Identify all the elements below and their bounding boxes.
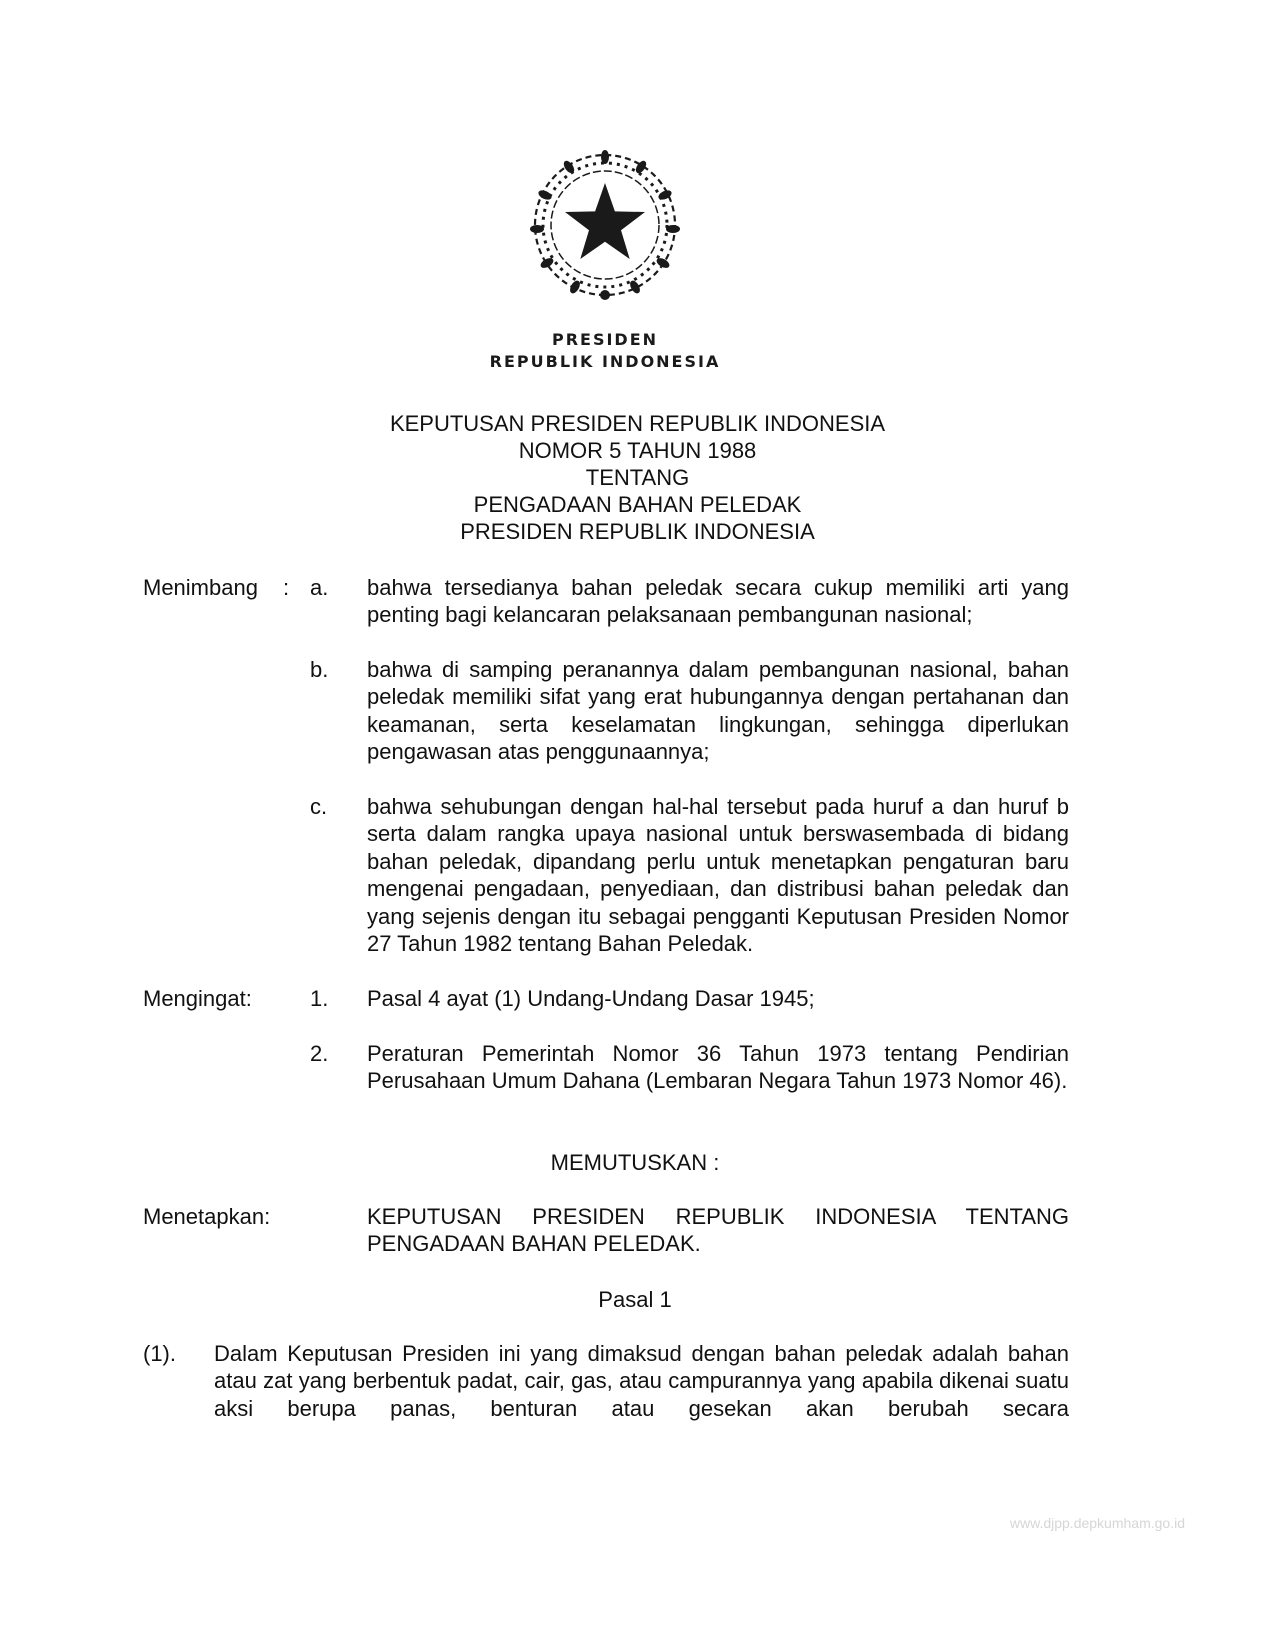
- mengingat-item-2: Peraturan Pemerintah Nomor 36 Tahun 1973 tentang Pendirian Perusahaan Umum Dahana (Lembaran Negara Tahun 1973 Nomor 46).: [367, 1041, 1069, 1094]
- decree-heading: [150, 410, 1125, 545]
- memutuskan-heading: MEMUTUSKAN :: [550, 1150, 720, 1175]
- heading-line-4: PENGADAAN BAHAN PELEDAK: [473, 492, 802, 517]
- mengingat-item-1: Pasal 4 ayat (1) Undang-Undang Dasar 1945;: [367, 986, 815, 1011]
- menimbang-label: Menimbang: [143, 575, 258, 600]
- emblem-title-presiden: PRESIDEN: [551, 330, 659, 349]
- mengingat-marker-1: 1.: [310, 986, 329, 1011]
- heading-line-3: TENTANG: [585, 465, 690, 490]
- heading-line-1: KEPUTUSAN PRESIDEN REPUBLIK INDONESIA: [389, 411, 886, 436]
- pasal-1-title: Pasal 1: [598, 1287, 672, 1312]
- menimbang-item-c: bahwa sehubungan dengan hal-hal tersebut pada huruf a dan huruf b serta dalam rangka upaya nasional untuk berswasembada di bidang bahan peledak, dipandang perlu untuk menetapkan pengaturan baru mengenai pengadaan, penyediaan, dan distribusi bahan peledak dan yang sejenis dengan itu sebagai pengganti Keputusan Presiden Nomor 27 Tahun 1982 tentang Bahan Peledak.: [367, 794, 1069, 957]
- presidential-seal-emblem: [525, 145, 685, 305]
- menimbang-marker-b: b.: [310, 657, 329, 682]
- emblem-title-republik: REPUBLIK INDONESIA: [489, 352, 721, 371]
- pasal-1-marker: (1).: [143, 1341, 176, 1366]
- pasal-1-paragraph-1: Dalam Keputusan Presiden ini yang dimaksud dengan bahan peledak adalah bahan atau zat yang berbentuk padat, cair, gas, atau campurannya yang apabila dikenai suatu aksi berupa panas, benturan atau gesekan akan berubah secara: [214, 1341, 1069, 1421]
- mengingat-label: Mengingat:: [143, 986, 252, 1011]
- menetapkan-label: Menetapkan:: [143, 1204, 271, 1229]
- heading-line-5: PRESIDEN REPUBLIK INDONESIA: [460, 519, 815, 544]
- menetapkan-text: KEPUTUSAN PRESIDEN REPUBLIK INDONESIA TENTANG PENGADAAN BAHAN PELEDAK.: [367, 1204, 1069, 1257]
- heading-line-2: NOMOR 5 TAHUN 1988: [518, 438, 757, 463]
- menimbang-marker-a: a.: [310, 575, 329, 600]
- menimbang-colon: :: [283, 575, 290, 600]
- mengingat-marker-2: 2.: [310, 1041, 329, 1066]
- menimbang-marker-c: c.: [310, 794, 328, 819]
- menimbang-item-a: bahwa tersedianya bahan peledak secara cukup memiliki arti yang penting bagi kelancaran pelaksanaan pembangunan nasional;: [367, 575, 1069, 628]
- menimbang-item-b: bahwa di samping peranannya dalam pembangunan nasional, bahan peledak memiliki sifat yang erat hubungannya dengan pertahanan dan keamanan, serta keselamatan lingkungan, sehingga diperlukan pengawasan atas penggunaannya;: [367, 657, 1069, 765]
- source-watermark: www.djpp.depkumham.go.id: [1009, 1515, 1185, 1531]
